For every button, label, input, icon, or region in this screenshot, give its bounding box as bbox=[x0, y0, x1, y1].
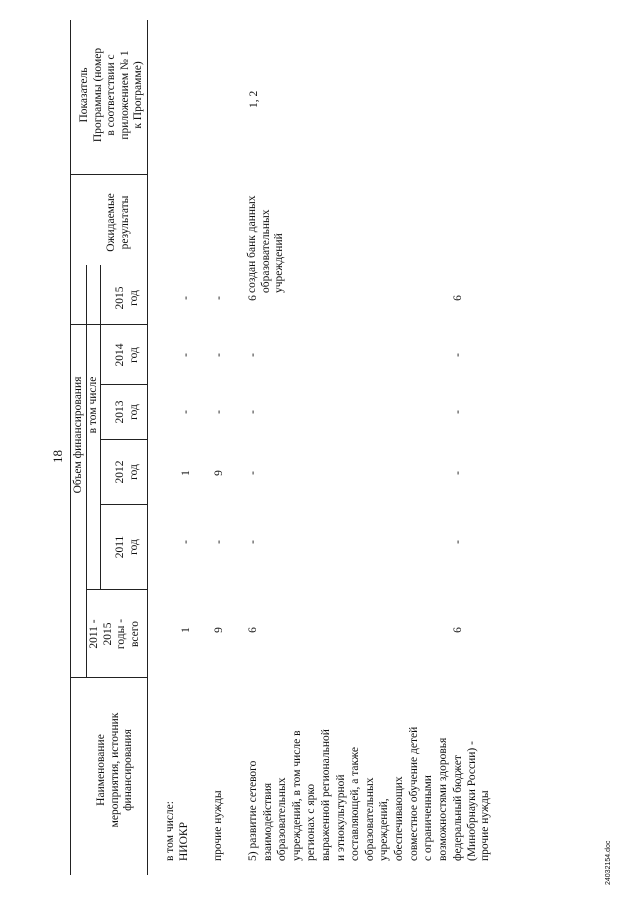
row-expected-result: создан банк данных образовательных учреждений bbox=[246, 195, 285, 293]
page-number: 18 bbox=[50, 450, 65, 463]
row-value-2013: - bbox=[213, 410, 225, 414]
row-value-2015: - bbox=[213, 296, 225, 300]
header-indicator: Показатель Программы (номер в соответствии с приложением № 1 к Программе) bbox=[78, 47, 144, 143]
row-name-network: 5) развитие сетевого взаимодействия образовательных учреждений, в том числе в регионах с ярко выраженной региональной и этнокультурной составляющей, а также образовательных учреждений, обеспечивающих совместное обучение детей с ограниченными возможностями здоровья bbox=[247, 726, 449, 861]
row-value-2013: - bbox=[180, 410, 192, 414]
footer-file-code: 24032154.doc bbox=[605, 840, 612, 885]
row-value-2012: - bbox=[452, 471, 464, 475]
row-value-2013: - bbox=[452, 410, 464, 414]
row-value-2014: - bbox=[247, 353, 259, 357]
row-name-federal-budget: федеральный бюджет (Минобрнауки России) - прочие нужды bbox=[452, 741, 491, 861]
row-value-2014: - bbox=[180, 353, 192, 357]
row-value-2011: - bbox=[180, 540, 192, 544]
row-value-2014: - bbox=[213, 353, 225, 357]
row-value-2012: 1 bbox=[180, 470, 192, 476]
row-total: 6 bbox=[247, 627, 259, 633]
row-value-2015: 6 bbox=[247, 295, 259, 301]
row-value-2015: - bbox=[180, 296, 192, 300]
header-bottom-border bbox=[147, 20, 148, 875]
row-total: 6 bbox=[452, 627, 464, 633]
row-total: 1 bbox=[180, 627, 192, 633]
vline-2012 bbox=[100, 439, 147, 440]
vline-2013 bbox=[100, 384, 147, 385]
row-indicator: 1, 2 bbox=[248, 90, 260, 108]
header-name: Наименование мероприятия, источник финансирования bbox=[95, 712, 134, 828]
header-year-2011: 2011 год bbox=[114, 535, 140, 559]
header-including: в том числе bbox=[87, 376, 99, 434]
row-value-2011: - bbox=[452, 540, 464, 544]
vline-expected bbox=[70, 174, 147, 175]
row-value-2014: - bbox=[452, 353, 464, 357]
table-top-border bbox=[70, 20, 71, 875]
row-value-2012: - bbox=[247, 471, 259, 475]
row-value-2012: 9 bbox=[213, 470, 225, 476]
vline-2011 bbox=[100, 504, 147, 505]
row-value-2011: - bbox=[247, 540, 259, 544]
row-value-2011: - bbox=[213, 540, 225, 544]
row-total: 9 bbox=[213, 627, 225, 633]
vline-total bbox=[86, 589, 147, 590]
row-value-2013: - bbox=[247, 410, 259, 414]
header-year-2013: 2013 год bbox=[114, 400, 140, 424]
row-value-2015: 6 bbox=[452, 295, 464, 301]
header-year-2012: 2012 год bbox=[114, 460, 140, 484]
header-expected: Ожидаемые результаты bbox=[105, 193, 131, 252]
header-volume: Объем финансирования bbox=[72, 376, 84, 494]
header-year-2014: 2014 год bbox=[114, 343, 140, 367]
row-name-other-needs: прочие нужды bbox=[212, 790, 224, 861]
header-total: 2011 - 2015 годы - всего bbox=[88, 618, 141, 650]
header-year-2015: 2015 год bbox=[114, 286, 140, 310]
vline-name bbox=[70, 677, 147, 678]
row-name-niokr: в том числе: НИОКР bbox=[164, 801, 190, 861]
